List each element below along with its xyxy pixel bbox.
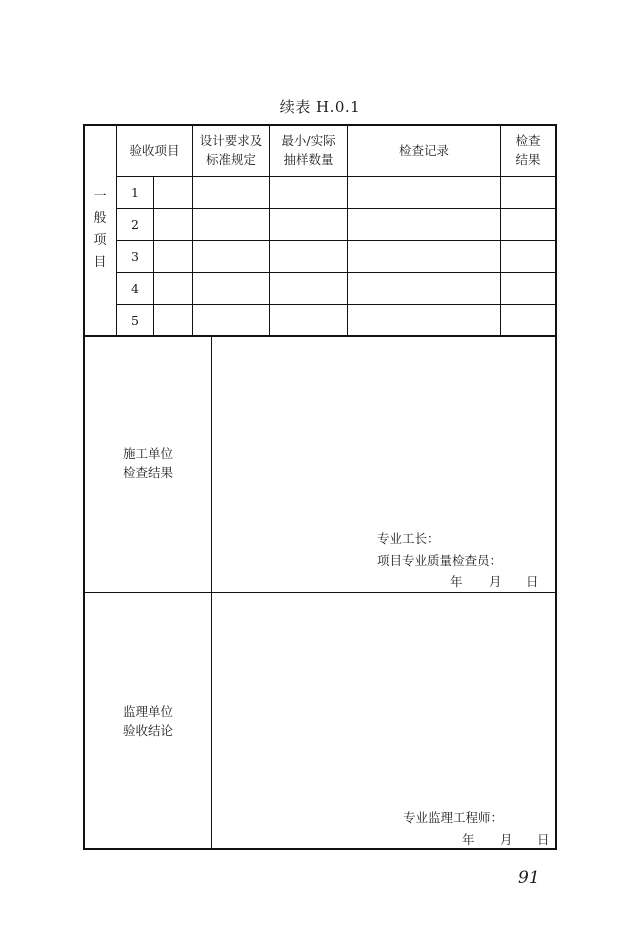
supervision-label-line-2: 验收结论 xyxy=(122,723,173,738)
construction-date-month: 月 xyxy=(489,574,502,589)
row-number-1: 1 xyxy=(131,185,139,200)
header-result-line-2: 结果 xyxy=(515,152,541,167)
general-items-char: 一 xyxy=(93,189,107,204)
header-design-line-1: 设计要求及 xyxy=(199,133,263,148)
header-check-result xyxy=(501,131,555,169)
supervision-date-day: 日 xyxy=(537,832,550,847)
grid-line xyxy=(116,272,556,273)
grid-line xyxy=(116,176,556,177)
header-check-record: 检查记录 xyxy=(398,143,449,158)
quality-inspector-signature-label: 项目专业质量检查员： xyxy=(377,553,503,568)
construction-label-line-2: 检查结果 xyxy=(122,465,173,480)
construction-label-line-1: 施工单位 xyxy=(122,446,173,461)
general-items-char: 目 xyxy=(93,255,107,270)
page-number: 91 xyxy=(518,868,540,888)
supervision-label-line-1: 监理单位 xyxy=(122,704,173,719)
grid-line xyxy=(83,592,557,593)
grid-line xyxy=(116,240,556,241)
row-number-2: 2 xyxy=(131,217,139,232)
header-result-line-1: 检查 xyxy=(515,133,541,148)
supervision-unit-label xyxy=(85,702,211,740)
table-border-left xyxy=(83,124,85,850)
general-items-char: 般 xyxy=(93,211,107,226)
supervision-date-year: 年 xyxy=(462,832,475,847)
grid-line xyxy=(83,335,557,337)
header-sample-line-1: 最小/实际 xyxy=(281,133,336,148)
table-border-right xyxy=(555,124,557,850)
foreman-signature-label: 专业工长： xyxy=(377,531,440,546)
general-items-label xyxy=(90,186,110,274)
supervision-engineer-signature-label: 专业监理工程师： xyxy=(403,810,504,825)
construction-date-year: 年 xyxy=(450,574,463,589)
supervision-date-month: 月 xyxy=(500,832,513,847)
grid-line xyxy=(153,176,154,336)
header-design-line-2: 标准规定 xyxy=(205,152,256,167)
table-title: 续表 H.0.1 xyxy=(279,98,361,116)
table-border-bottom xyxy=(83,848,557,850)
header-design-requirements xyxy=(193,131,269,169)
grid-line xyxy=(116,304,556,305)
grid-line xyxy=(116,208,556,209)
row-number-4: 4 xyxy=(131,281,139,296)
grid-line xyxy=(211,336,212,849)
construction-date-day: 日 xyxy=(526,574,539,589)
general-items-char: 项 xyxy=(93,233,107,248)
table-border-top xyxy=(83,124,557,126)
row-number-3: 3 xyxy=(131,249,139,264)
construction-unit-label xyxy=(85,444,211,482)
header-sample-quantity xyxy=(270,131,347,169)
header-items: 验收项目 xyxy=(129,143,180,158)
header-sample-line-2: 抽样数量 xyxy=(283,152,334,167)
row-number-5: 5 xyxy=(131,313,139,328)
